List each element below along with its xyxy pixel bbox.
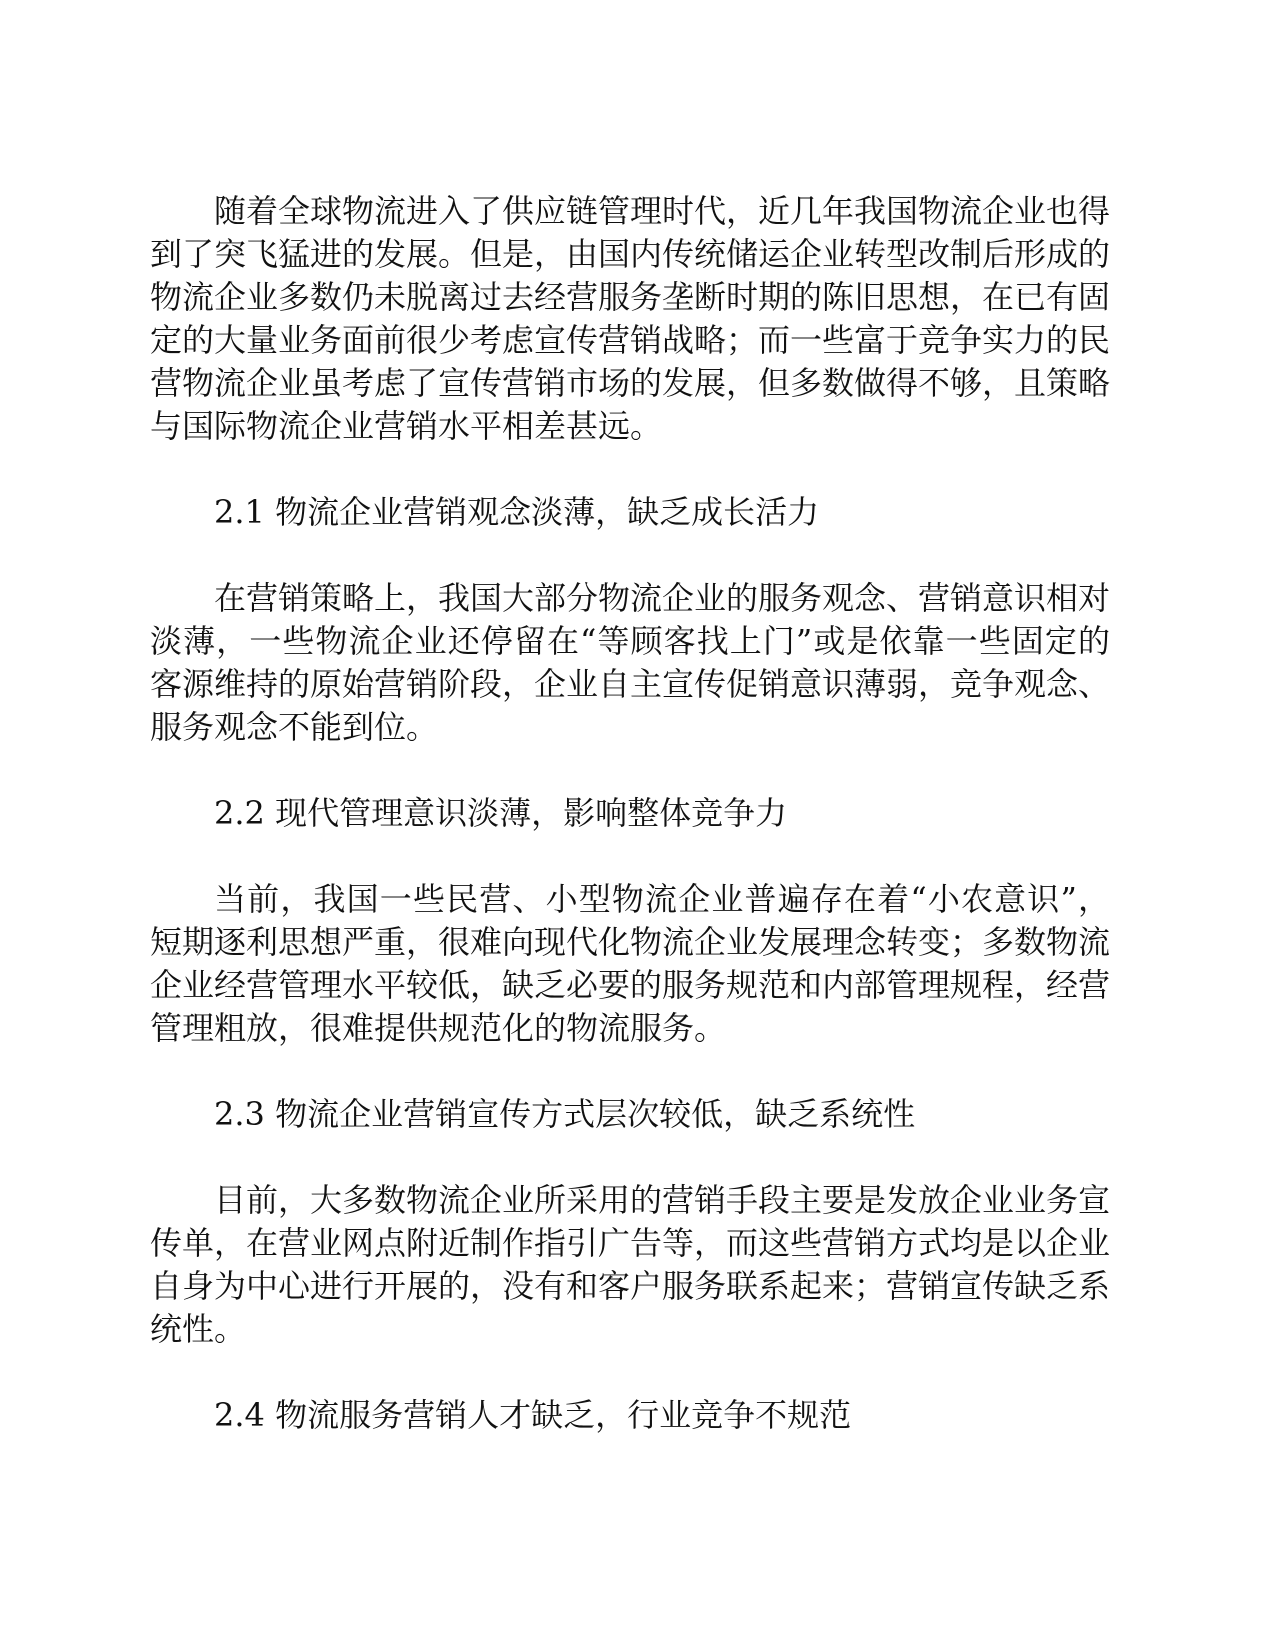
section-heading-2-1: 2.1 物流企业营销观念淡薄，缺乏成长活力 [214,493,820,531]
section-paragraph-2-1: 在营销策略上，我国大部分物流企业的服务观念、营销意识相对淡薄，一些物流企业还停留在“等顾客找上门”或是依靠一些固定的客源维持的原始营销阶段，企业自主宣传促销意识薄弱，竞争观念、服务观念不能到位。 [150,579,1111,746]
intro-paragraph: 随着全球物流进入了供应链管理时代，近几年我国物流企业也得到了突飞猛进的发展。但是，由国内传统储运企业转型改制后形成的物流企业多数仍未脱离过去经营服务垄断时期的陈旧思想，在已有固定的大量业务面前很少考虑宣传营销战略；而一些富于竞争实力的民营物流企业虽考虑了宣传营销市场的发展，但多数做得不够，且策略与国际物流企业营销水平相差甚远。 [150,192,1111,445]
document-body [150,190,1110,1480]
section-paragraph-2-2: 当前，我国一些民营、小型物流企业普遍存在着“小农意识”，短期逐利思想严重，很难向现代化物流企业发展理念转变；多数物流企业经营管理水平较低，缺乏必要的服务规范和内部管理规程，经营管理粗放，很难提供规范化的物流服务。 [150,880,1111,1047]
section-heading-2-2: 2.2 现代管理意识淡薄，影响整体竞争力 [214,794,788,832]
section-paragraph-2-3: 目前，大多数物流企业所采用的营销手段主要是发放企业业务宣传单，在营业网点附近制作指引广告等，而这些营销方式均是以企业自身为中心进行开展的，没有和客户服务联系起来；营销宣传缺乏系统性。 [150,1181,1111,1348]
section-heading-2-4: 2.4 物流服务营销人才缺乏，行业竞争不规范 [214,1396,852,1434]
section-heading-2-3: 2.3 物流企业营销宣传方式层次较低，缺乏系统性 [214,1095,916,1133]
